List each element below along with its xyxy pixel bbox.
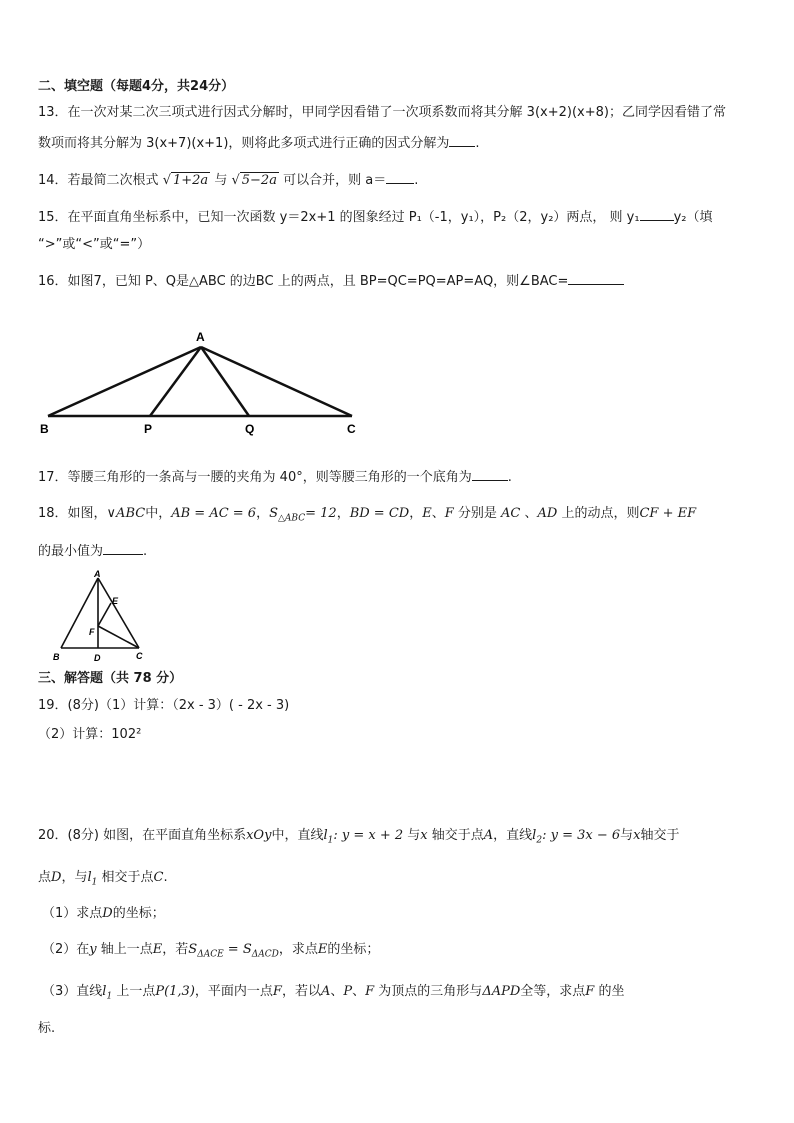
figure-16-triangle xyxy=(30,325,370,440)
q18-text-f: 、 xyxy=(431,506,445,521)
q18-area-subscript: △ABC xyxy=(278,513,306,524)
q20-triangle-apd: ΔAPD xyxy=(482,984,521,999)
q17-line xyxy=(38,468,512,487)
q15-line2: “>”或“<”或“=”） xyxy=(38,237,151,252)
q18-text-g: 分别是 xyxy=(453,506,502,521)
q17-end: . xyxy=(507,470,512,485)
label-c: C xyxy=(136,651,143,661)
q20-p3-text-i: 的坐 xyxy=(594,984,625,999)
q18-text-h: 、 xyxy=(520,506,538,521)
q20-line-l2-sub: 2 xyxy=(536,835,543,846)
section-heading-solve: 三、解答题（共 78 分） xyxy=(38,671,183,686)
q20-line-l2: l xyxy=(532,828,537,843)
q15-text: 15．在平面直角坐标系中，已知一次函数 y＝2x+1 的图象经过 P₁（-1，y₁），P₂（2，y₂）两点， 则 y₁ xyxy=(38,210,640,225)
q20-point-c: C xyxy=(153,870,164,885)
q19-line1: 19．(8分)（1）计算：（2x - 3）( - 2x - 3) xyxy=(38,698,290,713)
label-b: B xyxy=(40,422,49,436)
label-e: E xyxy=(112,596,119,606)
q18-segment-ad: AD xyxy=(537,506,558,521)
q20-p3-line-l1-sub: 1 xyxy=(106,991,113,1002)
label-d: D xyxy=(94,653,101,663)
q18-segment-ac: AC xyxy=(501,506,521,521)
q20-point-e-ref: E xyxy=(317,942,328,957)
section-heading-fill-blank: 二、填空题（每题4分，共24分） xyxy=(38,79,235,94)
label-a: A xyxy=(196,330,205,344)
q14-line xyxy=(38,171,418,190)
q18-point-f: F xyxy=(444,506,454,521)
q20-text-e: ，直线 xyxy=(493,828,533,843)
q14-and: 与 xyxy=(214,173,228,188)
segment-fe xyxy=(98,603,111,626)
q13-line1: 13．在一次对某二次三项式进行因式分解时，甲同学因看错了一次项系数而将其分解 3(x+2)(x+8)；乙同学因看错了常 xyxy=(38,105,726,120)
q20-p3-point-p: P xyxy=(343,984,353,999)
q20-part1 xyxy=(42,905,165,923)
q18-end: . xyxy=(143,544,148,559)
q20-text-a: 20．(8分) 如图，在平面直角坐标系 xyxy=(38,828,247,843)
q20-part3 xyxy=(42,983,624,1006)
q20-part3-line2: 标. xyxy=(38,1021,56,1036)
q14-text-b: 可以合并，则 a＝ xyxy=(283,173,387,188)
q20-area-symbol-1: S xyxy=(188,942,198,957)
q18-expression: CF + EF xyxy=(639,506,697,521)
q20-y-axis: y xyxy=(89,942,97,957)
label-f: F xyxy=(89,627,95,637)
q20-line-l1-ref: l xyxy=(87,870,92,885)
q16-text: 16．如图7，已知 P、Q是△ABC 的边BC 上的两点，且 BP=QC=PQ=AP=AQ，则∠BAC= xyxy=(38,274,569,289)
label-c: C xyxy=(347,422,356,436)
q18-text-d: ， xyxy=(336,506,350,521)
q15-line1 xyxy=(38,208,712,227)
q20-text-c: 与 xyxy=(403,828,421,843)
q20-point-a: A xyxy=(483,828,494,843)
q15-text-b: y₂（填 xyxy=(673,210,713,225)
q14-radicand-2: 5−2a xyxy=(241,173,277,188)
q18-equation-2: = 12 xyxy=(305,506,337,521)
q20-x-axis-2: x xyxy=(633,828,641,843)
q14-radicand-1: 1+2a xyxy=(172,173,209,188)
q20-p1-text-b: 的坐标； xyxy=(112,906,165,921)
q18-answer-blank[interactable] xyxy=(103,542,143,555)
q20-area-eq: = S xyxy=(223,942,252,957)
q20-p3-point-a: A xyxy=(320,984,331,999)
q20-line-l1: l xyxy=(323,828,328,843)
q19-line2: （2）计算：102² xyxy=(38,727,142,742)
q18-line2 xyxy=(38,542,147,561)
q20-line-l1-sub: 1 xyxy=(327,835,334,846)
q13-line2: 数项而将其分解为 3(x+7)(x+1)，则将此多项式进行正确的因式分解为 . xyxy=(38,136,480,151)
q20-part2 xyxy=(42,941,379,964)
q20-p3-text-f: 、 xyxy=(352,984,366,999)
q14-end: . xyxy=(414,173,419,188)
q18-line1 xyxy=(38,505,696,528)
q20-text-g: 轴交于 xyxy=(640,828,680,843)
q18-text-b: 中， xyxy=(145,506,172,521)
q20-line1 xyxy=(38,827,680,850)
q20-text-f: 与 xyxy=(620,828,634,843)
q20-p3-text-e: 、 xyxy=(330,984,344,999)
q20-area-sub-1: ΔACE xyxy=(197,949,224,960)
q18-point-e: E xyxy=(422,506,432,521)
label-q: Q xyxy=(245,422,255,436)
q20-p3-text-b: 上一点 xyxy=(112,984,156,999)
q20-p1-text-a: （1）求点 xyxy=(42,906,103,921)
q20-p3-line-l1: l xyxy=(102,984,107,999)
label-b: B xyxy=(53,652,60,662)
q20-p3-point-f-ref: F xyxy=(585,984,595,999)
q20-text-l2b: ，与 xyxy=(61,870,88,885)
q18-text-i: 上的动点，则 xyxy=(557,506,640,521)
sqrt-symbol: √ xyxy=(231,173,240,188)
q18-equation-3: BD = CD xyxy=(349,506,410,521)
q20-line2 xyxy=(38,869,168,892)
q20-point-e: E xyxy=(152,942,163,957)
q20-p3-text-d: ，若以 xyxy=(281,984,321,999)
q20-point-p: P(1,3) xyxy=(155,984,195,999)
q20-line-l1-ref-sub: 1 xyxy=(91,877,98,888)
q18-triangle: ∨ABC xyxy=(106,506,146,521)
q14-answer-blank[interactable] xyxy=(386,171,414,184)
q20-text-b: 中，直线 xyxy=(271,828,324,843)
q20-p1-point-d: D xyxy=(102,906,113,921)
q20-text-l2c: 相交于点 xyxy=(97,870,154,885)
q20-area-sub-2: ΔACD xyxy=(251,949,279,960)
q18-text-a: 18．如图， xyxy=(38,506,107,521)
q17-answer-blank[interactable] xyxy=(472,468,508,481)
sqrt-symbol: √ xyxy=(162,173,171,188)
q18-equation-1: AB = AC = 6 xyxy=(171,506,257,521)
q20-p2-text-e: 的坐标； xyxy=(327,942,380,957)
q13-answer-blank[interactable] xyxy=(449,134,475,147)
q20-text-l2a: 点 xyxy=(38,870,52,885)
q20-p2-text-b: 轴上一点 xyxy=(96,942,153,957)
q20-p3-text-c: ，平面内一点 xyxy=(194,984,273,999)
q13-text: 数项而将其分解为 3(x+7)(x+1)，则将此多项式进行正确的因式分解为 xyxy=(38,136,450,151)
q18-area-symbol: S xyxy=(269,506,279,521)
segment-ab xyxy=(48,347,201,416)
q16-line xyxy=(38,272,624,291)
q20-equation-l2: : y = 3x − 6 xyxy=(542,828,621,843)
q16-answer-blank[interactable] xyxy=(568,272,624,285)
q20-p3-text-a: （3）直线 xyxy=(42,984,103,999)
q20-text-l2d: . xyxy=(163,870,168,885)
q20-p2-text-a: （2）在 xyxy=(42,942,90,957)
q15-answer-blank[interactable] xyxy=(640,208,674,221)
q20-point-d: D xyxy=(51,870,62,885)
q20-p2-text-d: ，求点 xyxy=(278,942,318,957)
q20-p2-text-c: ，若 xyxy=(162,942,189,957)
label-a: A xyxy=(94,569,101,579)
q17-text: 17．等腰三角形的一条高与一腰的夹角为 40°，则等腰三角形的一个底角为 xyxy=(38,470,472,485)
q18-text-l2: 的最小值为 xyxy=(38,544,104,559)
q20-p3-text-h: 全等，求点 xyxy=(520,984,586,999)
label-p: P xyxy=(144,422,153,436)
q20-equation-l1: : y = x + 2 xyxy=(333,828,404,843)
q20-coord-system: xOy xyxy=(246,828,272,843)
q20-text-d: 轴交于点 xyxy=(427,828,484,843)
q20-p3-point-f: F xyxy=(365,984,375,999)
q14-text: 14．若最简二次根式 xyxy=(38,173,159,188)
q18-text-c: ， xyxy=(256,506,270,521)
segment-ab xyxy=(61,578,98,648)
q20-p3-text-g: 为顶点的三角形与 xyxy=(374,984,483,999)
q20-point-f: F xyxy=(272,984,282,999)
q20-x-axis-1: x xyxy=(420,828,428,843)
q18-text-e: ， xyxy=(409,506,423,521)
figure-18-triangle xyxy=(48,568,158,666)
